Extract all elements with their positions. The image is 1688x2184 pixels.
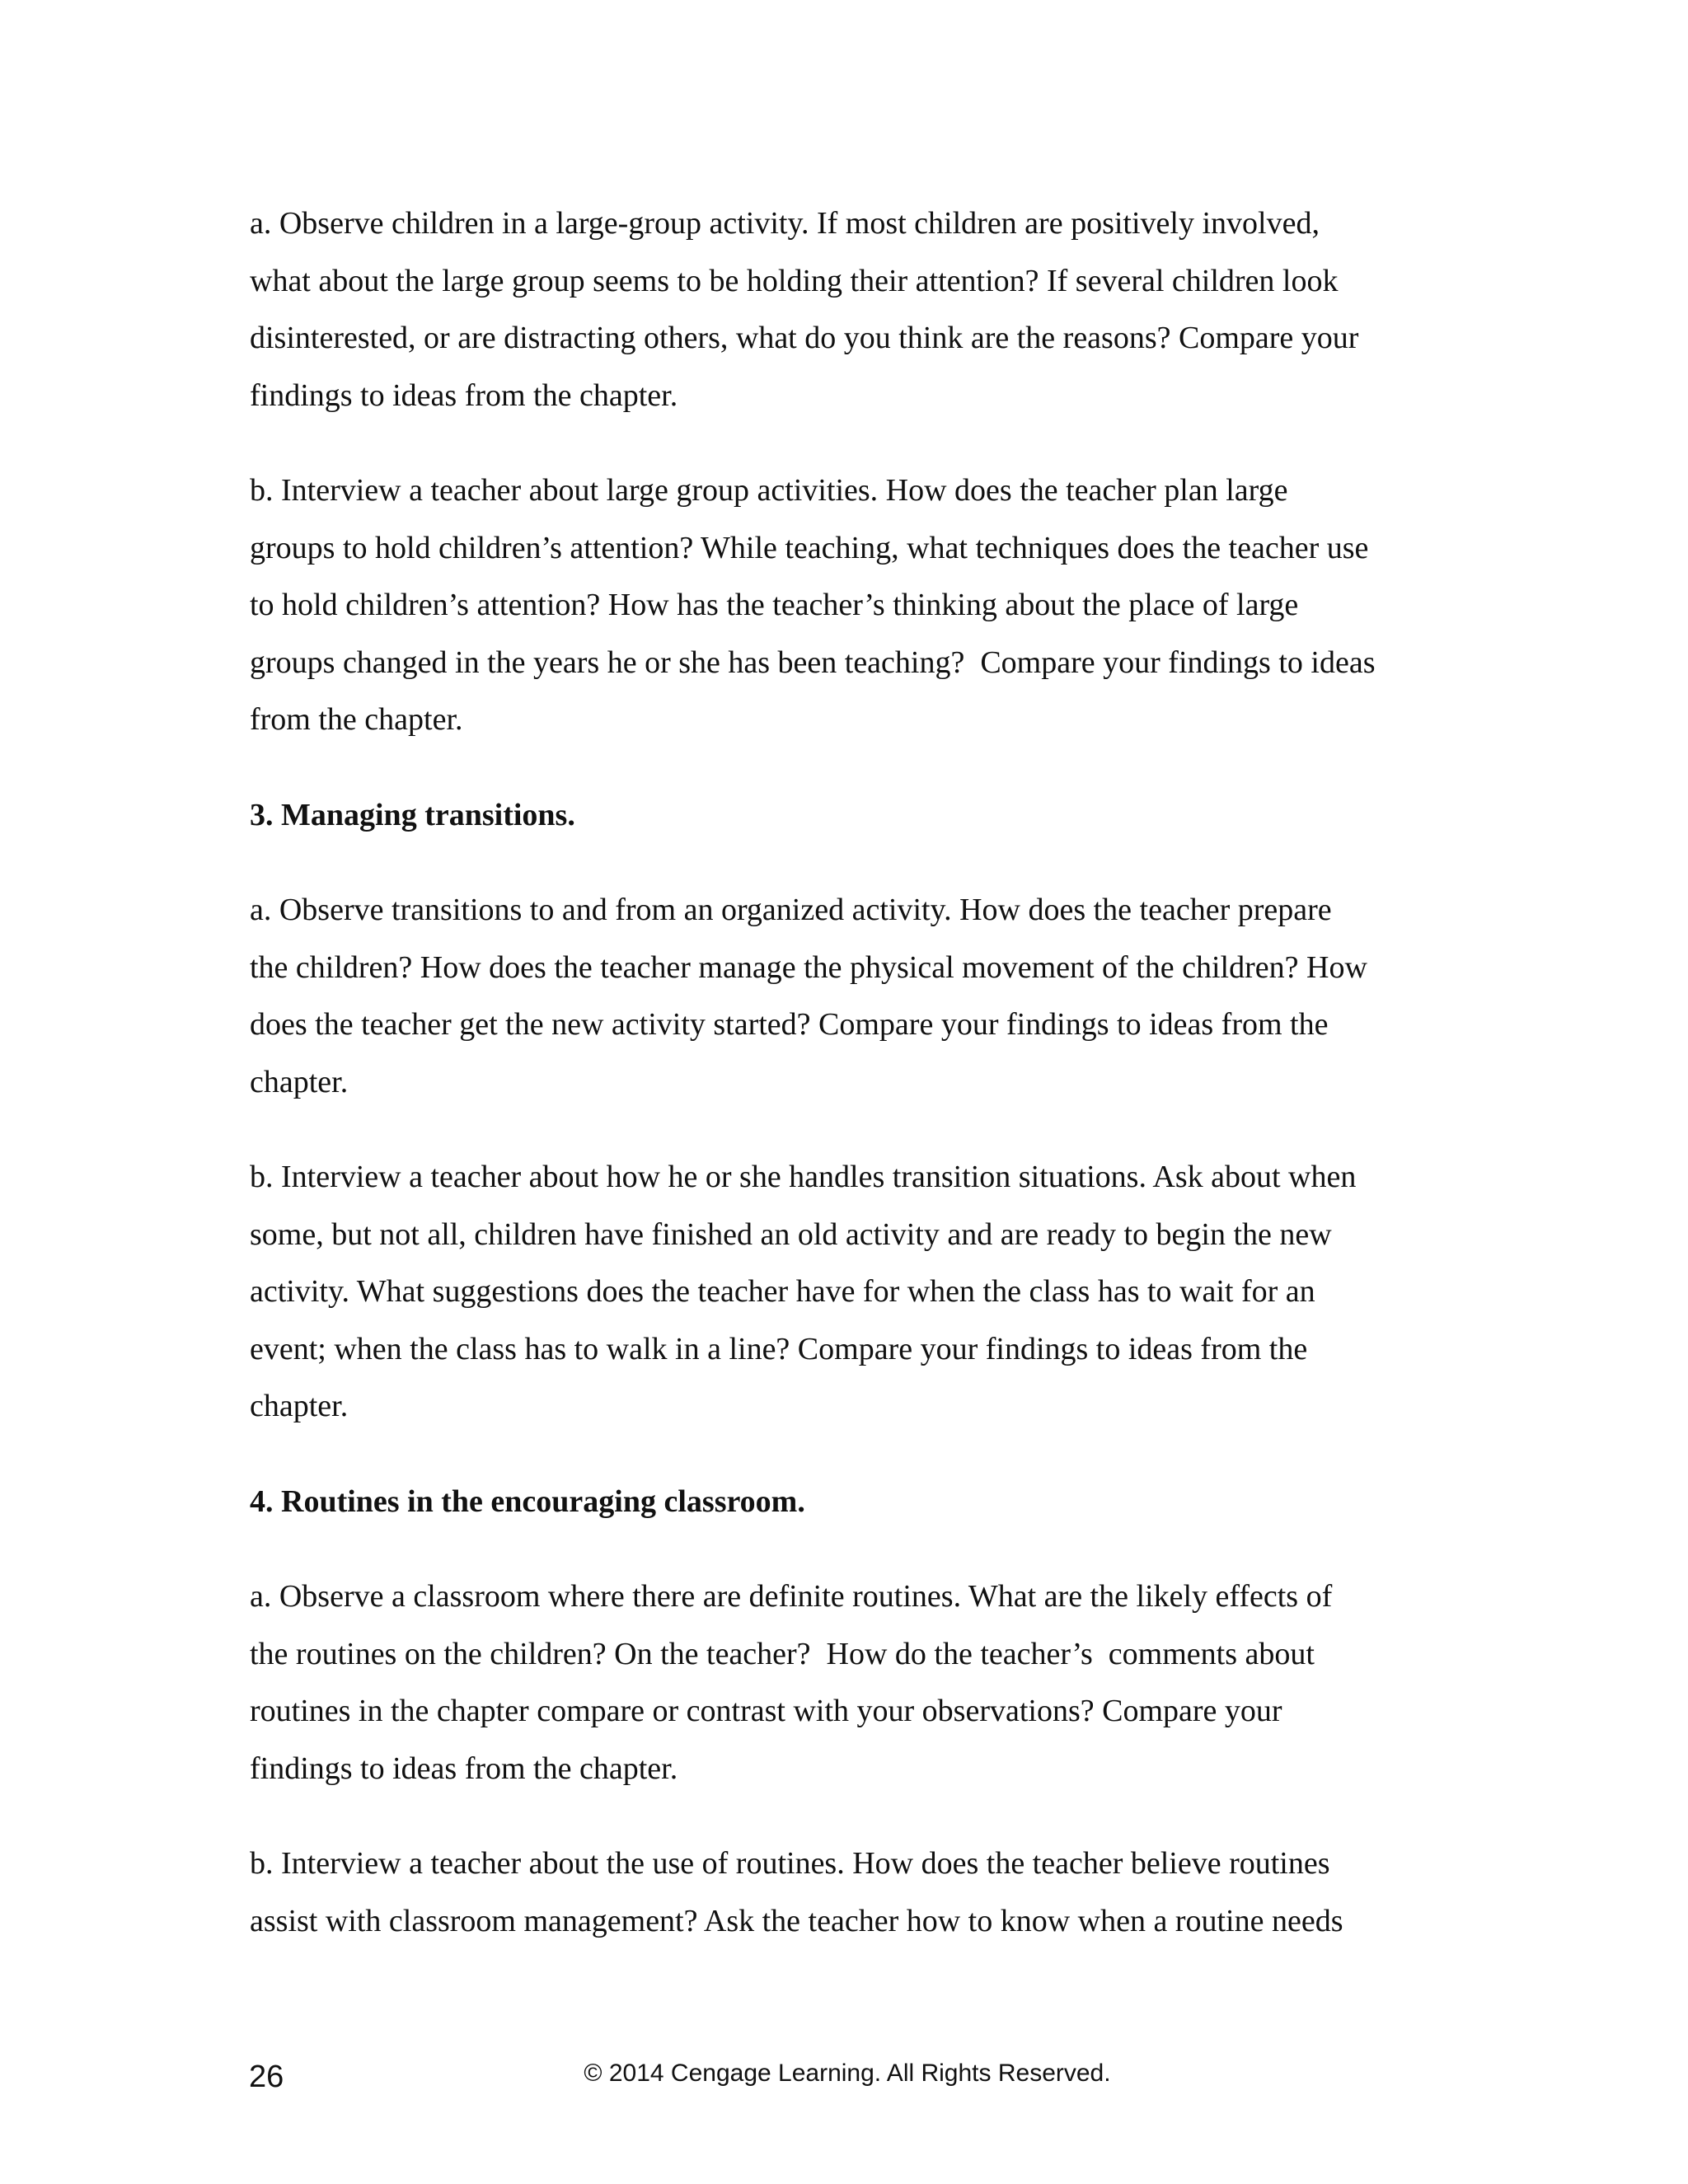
text-line: groups changed in the years he or she has been teaching? Compare your findings to ideas	[250, 644, 1376, 680]
page-content	[250, 195, 1470, 1950]
text-line: a. Observe transitions to and from an organized activity. How does the teacher prepare	[250, 893, 1332, 927]
page-number: 26	[249, 2060, 284, 2094]
paragraph-gap	[250, 749, 1470, 787]
paragraph-4a	[250, 1568, 1470, 1797]
text-line: chapter.	[250, 1389, 349, 1423]
paragraph-2b	[250, 462, 1470, 749]
copyright-text: © 2014 Cengage Learning. All Rights Reserved.	[584, 2060, 1111, 2087]
text-line: event; when the class has to walk in a line? Compare your findings to ideas from the	[250, 1331, 1308, 1366]
paragraph-gap	[250, 1530, 1470, 1568]
text-line: the children? How does the teacher manage the physical movement of the children? How	[250, 949, 1367, 985]
text-line: a. Observe a classroom where there are definite routines. What are the likely effects of	[250, 1579, 1333, 1614]
text-line: b. Interview a teacher about the use of routines. How does the teacher believe routines	[250, 1846, 1330, 1881]
text-line: a. Observe children in a large-group activity. If most children are positively involved,	[250, 206, 1320, 241]
paragraph-3a	[250, 882, 1470, 1111]
text-line: does the teacher get the new activity started? Compare your findings to ideas from the	[250, 1007, 1329, 1042]
text-line: to hold children’s attention? How has the teacher’s thinking about the place of large	[250, 588, 1299, 622]
paragraph-3b	[250, 1149, 1470, 1436]
text-line: b. Interview a teacher about how he or she handles transition situations. Ask about when	[250, 1160, 1357, 1194]
copyright-notice	[0, 2059, 1688, 2088]
paragraph-gap	[250, 1111, 1470, 1149]
text-line: routines in the chapter compare or contrast with your observations? Compare your	[250, 1694, 1282, 1728]
text-line: findings to ideas from the chapter.	[250, 1750, 678, 1786]
paragraph-gap	[250, 424, 1470, 462]
text-line: the routines on the children? On the teacher? How do the teacher’s comments about	[250, 1636, 1315, 1671]
text-line: chapter.	[250, 1064, 349, 1099]
text-line: what about the large group seems to be holding their attention? If several children look	[250, 263, 1339, 298]
paragraph-gap	[250, 1797, 1470, 1835]
text-line: assist with classroom management? Ask the teacher how to know when a routine needs	[250, 1903, 1343, 1938]
paragraph-4b	[250, 1835, 1470, 1950]
text-line: from the chapter.	[250, 702, 463, 737]
paragraph-gap	[250, 844, 1470, 882]
paragraph-gap	[250, 1436, 1470, 1474]
text-line: groups to hold children’s attention? While teaching, what techniques does the teacher use	[250, 530, 1369, 565]
text-line: b. Interview a teacher about large group activities. How does the teacher plan large	[250, 473, 1288, 508]
paragraph-2a	[250, 195, 1470, 424]
text-line: activity. What suggestions does the teacher have for when the class has to wait for an	[250, 1274, 1315, 1309]
text-line: findings to ideas from the chapter.	[250, 377, 678, 413]
section-heading-3: 3. Managing transitions.	[250, 797, 575, 832]
section-heading-4: 4. Routines in the encouraging classroom.	[250, 1483, 805, 1519]
text-line: some, but not all, children have finished an old activity and are ready to begin the new	[250, 1216, 1332, 1252]
text-line: disinterested, or are distracting others, what do you think are the reasons? Compare your	[250, 321, 1359, 355]
